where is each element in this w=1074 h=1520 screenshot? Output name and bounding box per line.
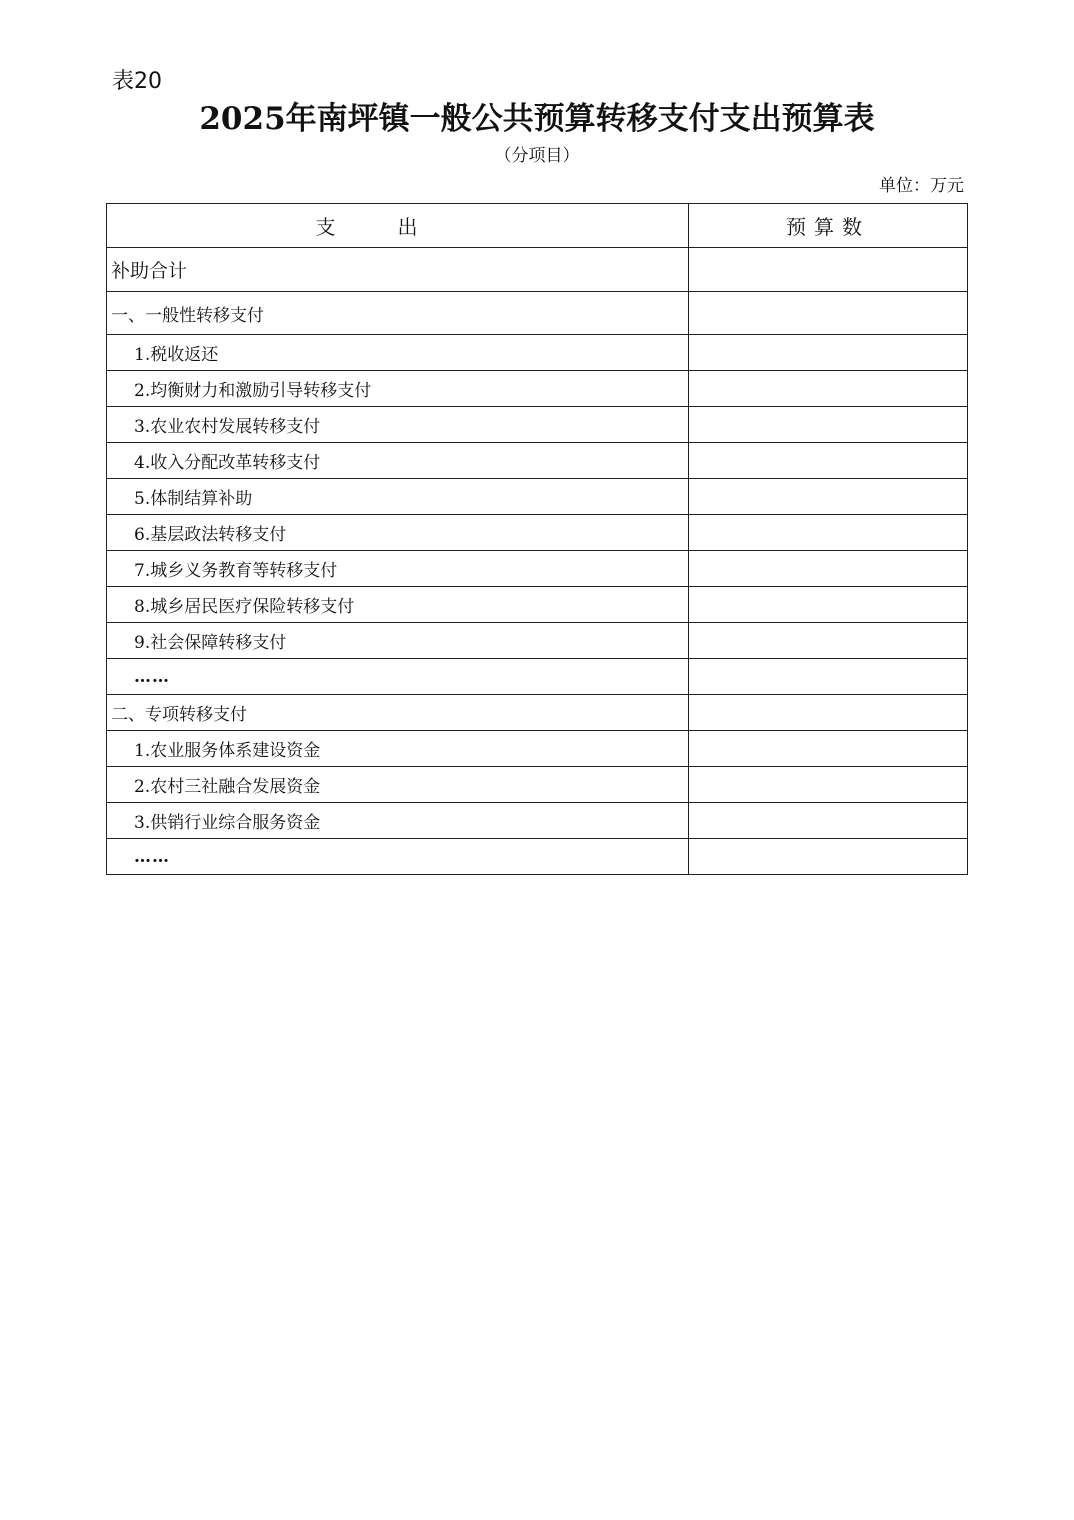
total-value <box>689 248 968 292</box>
item-label: 2.均衡财力和激励引导转移支付 <box>107 371 689 407</box>
table-row <box>107 731 968 767</box>
header-budget-amount: 预算数 <box>689 204 968 248</box>
table-number: 表20 <box>112 69 162 94</box>
table-row <box>107 443 968 479</box>
item-value <box>689 443 968 479</box>
item-value <box>689 659 968 695</box>
table-row <box>107 623 968 659</box>
item-label: 3.供销行业综合服务资金 <box>107 803 689 839</box>
table-row <box>107 515 968 551</box>
item-value <box>689 623 968 659</box>
item-label: 4.收入分配改革转移支付 <box>107 443 689 479</box>
item-value <box>689 731 968 767</box>
ellipsis-label: …… <box>107 839 689 875</box>
ellipsis-label: …… <box>107 659 689 695</box>
table-row <box>107 587 968 623</box>
category-row-special <box>107 695 968 731</box>
page-title: 2025年南坪镇一般公共预算转移支付支出预算表 <box>199 101 875 137</box>
item-label: 5.体制结算补助 <box>107 479 689 515</box>
category-value <box>689 695 968 731</box>
item-value <box>689 479 968 515</box>
item-label: 8.城乡居民医疗保险转移支付 <box>107 587 689 623</box>
table-row <box>107 407 968 443</box>
page-subtitle: （分项目） <box>494 146 580 166</box>
item-value <box>689 407 968 443</box>
item-value <box>689 551 968 587</box>
category-row-general <box>107 292 968 335</box>
table-row <box>107 767 968 803</box>
item-label: 3.农业农村发展转移支付 <box>107 407 689 443</box>
header-expenditure: 支出 <box>107 204 689 248</box>
table-row <box>107 371 968 407</box>
unit-label: 单位：万元 <box>879 176 964 196</box>
table-row <box>107 335 968 371</box>
table-header-row <box>107 204 968 248</box>
item-label: 2.农村三社融合发展资金 <box>107 767 689 803</box>
table-row <box>107 839 968 875</box>
category-value <box>689 292 968 335</box>
item-value <box>689 335 968 371</box>
budget-table <box>106 203 968 875</box>
item-label: 7.城乡义务教育等转移支付 <box>107 551 689 587</box>
item-label: 9.社会保障转移支付 <box>107 623 689 659</box>
table-row <box>107 479 968 515</box>
category-label: 二、专项转移支付 <box>107 695 689 731</box>
item-label: 1.农业服务体系建设资金 <box>107 731 689 767</box>
item-label: 1.税收返还 <box>107 335 689 371</box>
total-label: 补助合计 <box>107 248 689 292</box>
item-value <box>689 515 968 551</box>
category-label: 一、一般性转移支付 <box>107 292 689 335</box>
item-value <box>689 767 968 803</box>
total-row <box>107 248 968 292</box>
table-row <box>107 659 968 695</box>
item-value <box>689 587 968 623</box>
item-value <box>689 803 968 839</box>
item-value <box>689 839 968 875</box>
table-row <box>107 803 968 839</box>
item-value <box>689 371 968 407</box>
table-row <box>107 551 968 587</box>
item-label: 6.基层政法转移支付 <box>107 515 689 551</box>
